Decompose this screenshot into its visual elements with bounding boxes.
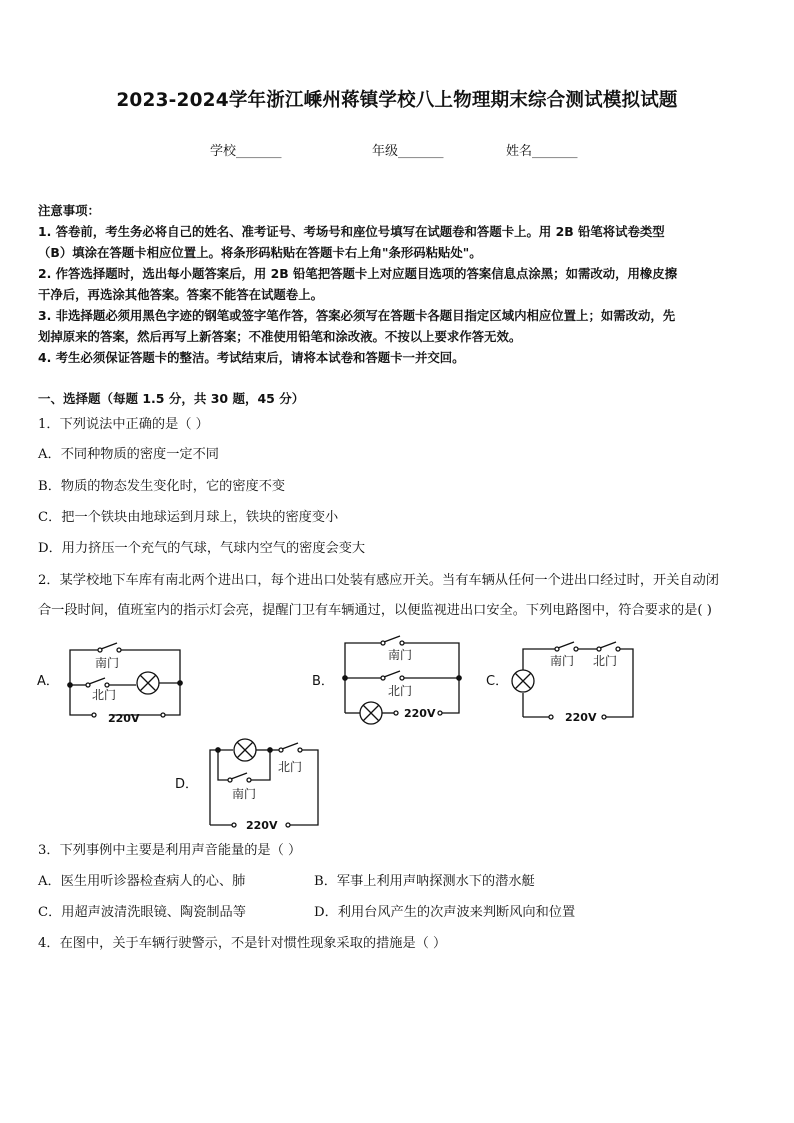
school-field[interactable]: 学校_______: [210, 144, 282, 159]
note-line: 1. 答卷前，考生务必将自己的姓名、准考证号、考场号和座位号填写在试题卷和答题卡上。用 2B 铅笔将试卷类型: [38, 224, 665, 239]
q2-c-north-label: 北门: [593, 654, 618, 668]
q2-circuit-diagrams: [0, 635, 794, 835]
q3-option-a[interactable]: A．医生用听诊器检查病人的心、肺: [38, 874, 246, 889]
q2-d-north-label: 北门: [278, 760, 303, 774]
q2-d-voltage-label: 220V: [246, 819, 278, 832]
circuit-c[interactable]: [512, 642, 633, 724]
q2-label-a: A．: [37, 674, 59, 689]
circuit-a[interactable]: [68, 643, 182, 725]
q3-option-d[interactable]: D．利用台风产生的次声波来判断风向和位置: [314, 905, 576, 920]
q1-option-d[interactable]: D．用力挤压一个充气的气球，气球内空气的密度会变大: [38, 541, 366, 556]
notes-heading: 注意事项：: [38, 203, 100, 218]
exam-title: 2023-2024学年浙江嵊州蒋镇学校八上物理期末综合测试模拟试题: [116, 90, 678, 111]
name-field[interactable]: 姓名_______: [506, 144, 578, 159]
q2-label-d: D．: [175, 777, 199, 792]
q2-label-c: C．: [486, 674, 509, 689]
question-4-stem: 4．在图中，关于车辆行驶警示，不是针对惯性现象采取的措施是（ ）: [38, 936, 447, 951]
q1-option-b[interactable]: B．物质的物态发生变化时，它的密度不变: [38, 479, 286, 494]
question-3-stem: 3．下列事例中主要是利用声音能量的是（ ）: [38, 843, 302, 858]
q2-a-south-label: 南门: [95, 656, 120, 670]
note-line: 干净后，再选涂其他答案。答案不能答在试题卷上。: [38, 287, 323, 302]
q2-b-south-label: 南门: [388, 648, 413, 662]
section-heading: 一、选择题（每题 1.5 分，共 30 题，45 分）: [38, 391, 305, 406]
q2-a-north-label: 北门: [92, 688, 117, 702]
question-2-stem-line1: 2．某学校地下车库有南北两个进出口，每个进出口处装有感应开关。当有车辆从任何一个进出口经过时，开关自动闭: [38, 573, 719, 588]
circuit-d[interactable]: [210, 739, 318, 832]
q2-c-voltage-label: 220V: [565, 711, 597, 724]
q2-b-north-label: 北门: [388, 684, 413, 698]
grade-field[interactable]: 年级_______: [372, 144, 444, 159]
q1-option-a[interactable]: A．不同种物质的密度一定不同: [38, 447, 219, 462]
circuit-b[interactable]: [343, 636, 461, 724]
q2-label-b: B．: [312, 674, 334, 689]
note-line: 3. 非选择题必须用黑色字迹的钢笔或签字笔作答，答案必须写在答题卡各题目指定区域内相应位置上；如需改动，先: [38, 308, 676, 323]
note-line: 4. 考生必须保证答题卡的整洁。考试结束后，请将本试卷和答题卡一并交回。: [38, 350, 465, 365]
q3-option-c[interactable]: C．用超声波清洗眼镜、陶瓷制品等: [38, 905, 246, 920]
student-info-row: [0, 140, 794, 160]
q2-d-south-label: 南门: [232, 787, 257, 801]
q2-a-voltage-label: 220V: [108, 712, 140, 725]
question-2-stem-line2: 合一段时间，值班室内的指示灯会亮，提醒门卫有车辆通过，以便监视进出口安全。下列电路图中，符合要求的是( ): [38, 603, 712, 618]
question-1-stem: 1．下列说法中正确的是（ ）: [38, 417, 209, 432]
note-line: （B）填涂在答题卡相应位置上。将条形码粘贴在答题卡右上角"条形码粘贴处"。: [38, 245, 482, 260]
note-line: 2. 作答选择题时，选出每小题答案后，用 2B 铅笔把答题卡上对应题目选项的答案信息点涂黑；如需改动，用橡皮擦: [38, 266, 678, 281]
note-line: 划掉原来的答案，然后再写上新答案；不准使用铅笔和涂改液。不按以上要求作答无效。: [38, 329, 522, 344]
q3-option-b[interactable]: B．军事上利用声呐探测水下的潜水艇: [314, 874, 535, 889]
q2-b-voltage-label: 220V: [404, 707, 436, 720]
q2-c-south-label: 南门: [550, 654, 575, 668]
q1-option-c[interactable]: C．把一个铁块由地球运到月球上，铁块的密度变小: [38, 510, 339, 525]
